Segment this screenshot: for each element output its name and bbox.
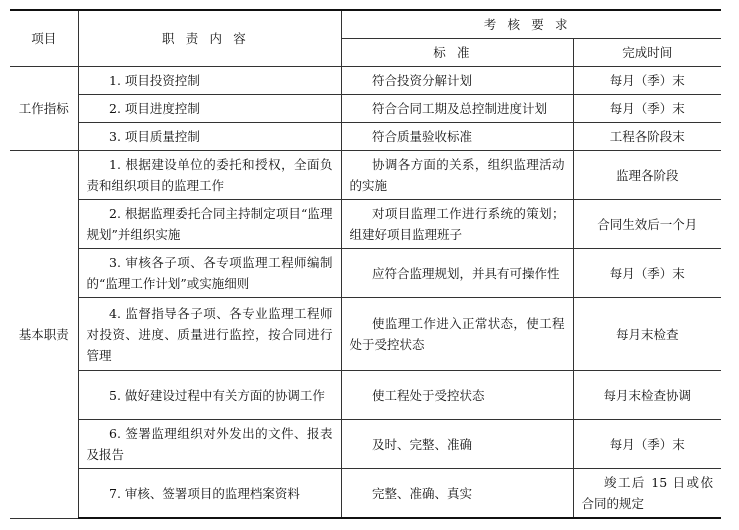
- standard-cell: 对项目监理工作进行系统的策划；组建好项目监理班子: [341, 200, 573, 249]
- table-row: [10, 249, 721, 298]
- deadline-cell: 每月（季）末: [573, 95, 721, 123]
- deadline-cell: 监理各阶段: [573, 151, 721, 200]
- header-content: 职责内容: [78, 10, 341, 67]
- standard-cell: 协调各方面的关系，组织监理活动的实施: [341, 151, 573, 200]
- standard-cell: 完整、准确、真实: [341, 469, 573, 519]
- standard-cell: 应符合监理规划，并具有可操作性: [341, 249, 573, 298]
- content-cell: 1. 根据建设单位的委托和授权，全面负责和组织项目的监理工作: [78, 151, 341, 200]
- content-cell: 3. 审核各子项、各专项监理工程师编制的“监理工作计划”或实施细则: [78, 249, 341, 298]
- header-requirements: 考核要求: [341, 10, 721, 39]
- header-deadline: 完成时间: [573, 39, 721, 67]
- table-row: [10, 371, 721, 420]
- content-cell: 2. 根据监理委托合同主持制定项目“监理规划”并组织实施: [78, 200, 341, 249]
- table-row: [10, 469, 721, 519]
- header-item: 项目: [10, 10, 78, 67]
- table-row: [10, 298, 721, 371]
- deadline-cell: 每月（季）末: [573, 420, 721, 469]
- standard-cell: 及时、完整、准确: [341, 420, 573, 469]
- standard-cell: 使监理工作进入正常状态，使工程处于受控状态: [341, 298, 573, 371]
- standard-cell: 使工程处于受控状态: [341, 371, 573, 420]
- group-name: 工作指标: [10, 67, 78, 151]
- table-row: [10, 95, 721, 123]
- content-cell: 7. 审核、签署项目的监理档案资料: [78, 469, 341, 519]
- content-cell: 4. 监督指导各子项、各专业监理工程师对投资、进度、质量进行监控，按合同进行管理: [78, 298, 341, 371]
- deadline-cell: 工程各阶段末: [573, 123, 721, 151]
- deadline-cell: 每月（季）末: [573, 249, 721, 298]
- content-cell: 6. 签署监理组织对外发出的文件、报表及报告: [78, 420, 341, 469]
- table-row: [10, 151, 721, 200]
- table-row: [10, 420, 721, 469]
- deadline-cell: 每月（季）末: [573, 67, 721, 95]
- deadline-cell: 每月末检查: [573, 298, 721, 371]
- standard-cell: 符合投资分解计划: [341, 67, 573, 95]
- table-row: [10, 67, 721, 95]
- header-standard: 标准: [341, 39, 573, 67]
- deadline-cell: 每月末检查协调: [573, 371, 721, 420]
- deadline-cell: 合同生效后一个月: [573, 200, 721, 249]
- table-row: [10, 200, 721, 249]
- standard-cell: 符合合同工期及总控制进度计划: [341, 95, 573, 123]
- responsibility-table: [10, 9, 721, 519]
- content-cell: 2. 项目进度控制: [78, 95, 341, 123]
- content-cell: 3. 项目质量控制: [78, 123, 341, 151]
- deadline-cell: 竣工后 15 日或依合同的规定: [573, 469, 721, 519]
- standard-cell: 符合质量验收标准: [341, 123, 573, 151]
- table-row: [10, 123, 721, 151]
- responsibility-table-wrapper: [10, 9, 721, 519]
- content-cell: 1. 项目投资控制: [78, 67, 341, 95]
- group-name: 基本职责: [10, 151, 78, 519]
- content-cell: 5. 做好建设过程中有关方面的协调工作: [78, 371, 341, 420]
